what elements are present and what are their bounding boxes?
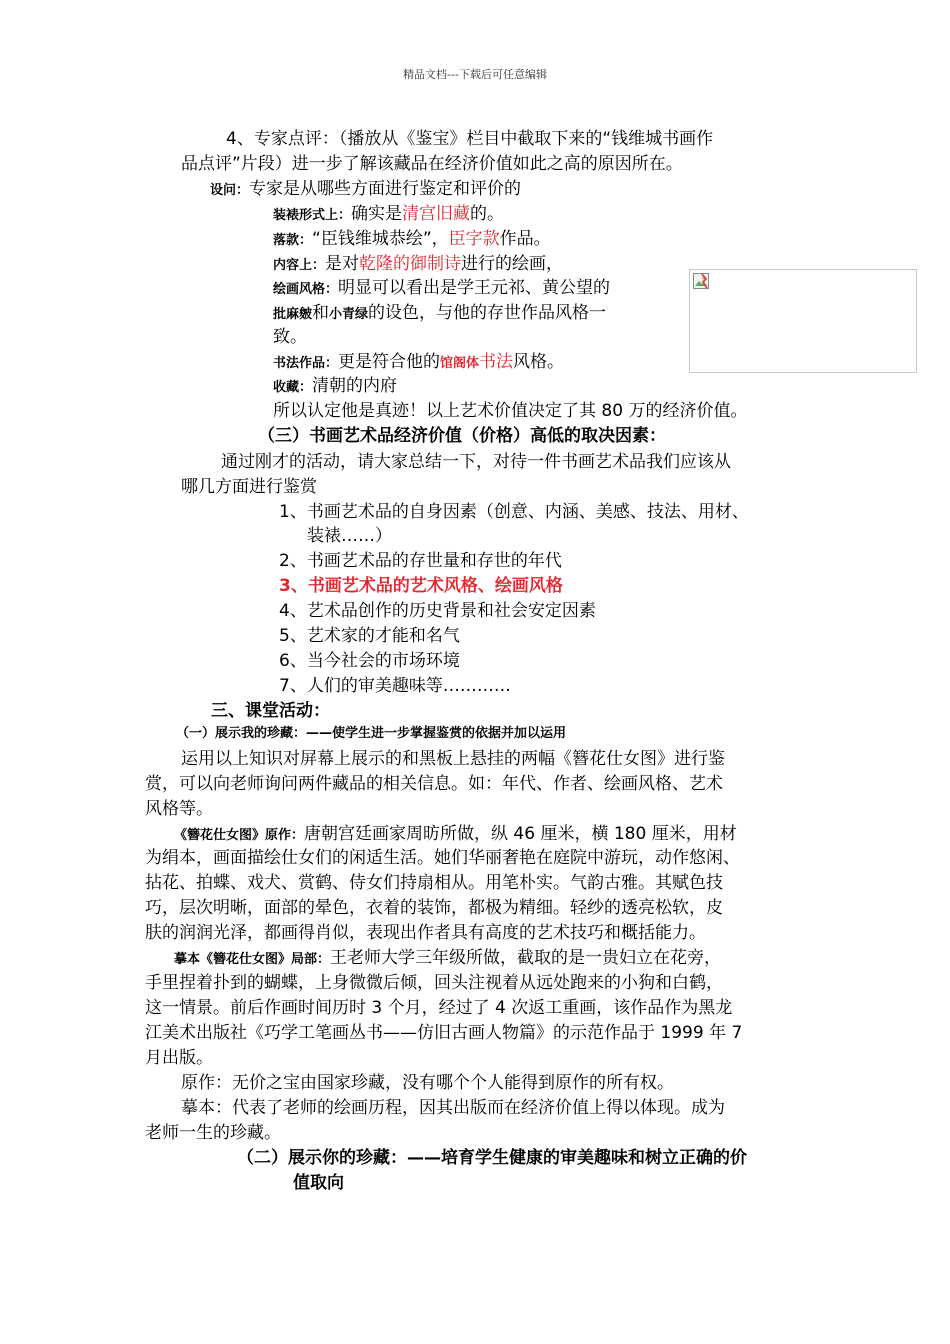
activity-sub-2-line-1: （二）展示你的珍藏：——培育学生健康的审美趣味和树立正确的价 [237, 1148, 747, 1168]
sign-text-end: 作品。 [499, 229, 551, 249]
question-line [210, 177, 521, 203]
broken-image-icon [693, 273, 709, 289]
content-label: 内容上： [273, 258, 326, 273]
factor-item-5: 5、艺术家的才能和名气 [279, 626, 460, 646]
calligraphy-highlight-2: 书法 [479, 352, 514, 372]
expert-line-2: 品点评”片段）进一步了解该藏品在经济价值如此之高的原因所在。 [181, 154, 683, 174]
style-connector: 和 [312, 303, 330, 323]
calligraphy-label: 书法作品： [273, 356, 339, 371]
activity-sub-1: （一）展示我的珍藏：——使学生进一步掌握鉴赏的依据并加以运用 [176, 726, 567, 741]
sign-highlight: 臣字款 [448, 229, 500, 249]
collection-text: 清朝的内府 [312, 376, 398, 396]
sign-text: “臣钱维城恭绘”， [312, 229, 449, 249]
copy-label: 摹本《簪花仕女图》局部： [174, 952, 331, 967]
mount-text-end: 的。 [470, 204, 505, 224]
sign-line [273, 227, 551, 253]
copy-line-5: 月出版。 [145, 1048, 213, 1068]
mount-line [273, 202, 504, 228]
original-line-4: 巧，层次明晰，面部的晕色，衣着的装饰，都极为精细。轻纱的透亮松软，皮 [145, 898, 723, 918]
original-line-2: 为绢本，画面描绘仕女们的闲适生活。她们华丽奢艳在庭院中游玩，动作悠闲、 [145, 848, 740, 868]
style-line-2 [273, 301, 606, 327]
sign-label: 落款： [273, 233, 313, 248]
question-text: 专家是从哪些方面进行鉴定和评价的 [249, 179, 522, 199]
factor-item-1: 1、书画艺术品的自身因素（创意、内涵、美感、技法、用材、 [279, 502, 749, 522]
activity-para-1-line-2: 赏，可以向老师询问两件藏品的相关信息。如：年代、作者、绘画风格、艺术 [145, 774, 723, 794]
collection-label: 收藏： [273, 380, 313, 395]
original-line-5: 肤的润润光泽，都画得肖似，表现出作者具有高度的艺术技巧和概括能力。 [145, 923, 706, 943]
mount-text: 确实是 [351, 204, 403, 224]
factor-item-1-cont: 装裱……） [307, 526, 392, 546]
original-label: 《簪花仕女图》原作： [174, 828, 305, 843]
factor-item-2: 2、书画艺术品的存世量和存世的年代 [279, 551, 562, 571]
original-note: 原作：无价之宝由国家珍藏，没有哪个个人能得到原作的所有权。 [181, 1073, 674, 1093]
activity-sub-2-line-2: 值取向 [293, 1173, 344, 1193]
original-text-1: 唐朝宫廷画家周昉所做，纵 46 厘米，横 180 厘米，用材 [304, 824, 737, 844]
style-label: 绘画风格： [273, 282, 339, 297]
factor-item-6: 6、当今社会的市场环境 [279, 651, 460, 671]
conclusion-line: 所以认定他是真迹！以上艺术价值决定了其 80 万的经济价值。 [273, 401, 748, 421]
content-text: 是对 [325, 254, 360, 274]
style-term-1: 批麻皴 [273, 307, 313, 322]
copy-line-1 [174, 946, 721, 972]
collection-line [273, 374, 397, 400]
calligraphy-text-end: 风格。 [513, 352, 565, 372]
embedded-image-placeholder [689, 269, 917, 373]
factors-intro-2: 哪几方面进行鉴赏 [181, 477, 317, 497]
activity-para-1-line-1: 运用以上知识对屏幕上展示的和黑板上悬挂的两幅《簪花仕女图》进行鉴 [181, 749, 725, 769]
content-line [273, 252, 563, 278]
copy-note-line-2: 老师一生的珍藏。 [145, 1123, 281, 1143]
page-header: 精品文档---下载后可任意编辑 [403, 68, 547, 81]
style-text: 明显可以看出是学王元祁、黄公望的 [338, 278, 611, 298]
copy-text-1: 王老师大学三年级所做，截取的是一贵妇立在花旁， [330, 948, 722, 968]
copy-note-line-1: 摹本：代表了老师的绘画历程，因其出版而在经济价值上得以体现。成为 [181, 1098, 725, 1118]
factors-title: （三）书画艺术品经济价值（价格）高低的取决因素： [258, 426, 666, 446]
content-text-end: 进行的绘画， [461, 254, 564, 274]
factor-item-4: 4、艺术品创作的历史背景和社会安定因素 [279, 601, 596, 621]
style-line-3: 致。 [273, 327, 307, 347]
content-highlight: 乾隆的御制诗 [359, 254, 462, 274]
expert-line-1: 4、专家点评：（播放从《鉴宝》栏目中截取下来的“钱维城书画作 [226, 129, 714, 149]
activity-para-1-line-3: 风格等。 [145, 799, 213, 819]
factor-item-7: 7、人们的审美趣味等………… [279, 676, 511, 696]
original-line-1 [174, 822, 737, 848]
mount-label: 装裱形式上： [273, 208, 352, 223]
question-label: 设问： [210, 183, 250, 198]
style-term-2: 小青绿 [329, 307, 369, 322]
mount-highlight: 清宫旧藏 [402, 204, 471, 224]
style-text-end: 的设色，与他的存世作品风格一 [368, 303, 607, 323]
factors-intro-1: 通过刚才的活动，请大家总结一下，对待一件书画艺术品我们应该从 [221, 452, 731, 472]
calligraphy-highlight-1: 馆阁体 [440, 356, 480, 371]
copy-line-4: 江美术出版社《巧学工笔画丛书——仿旧古画人物篇》的示范作品于 1999 年 7 [145, 1023, 743, 1043]
style-line-1 [273, 276, 610, 302]
calligraphy-text: 更是符合他的 [338, 352, 441, 372]
copy-line-2: 手里捏着扑到的蝴蝶，上身微微后倾，回头注视着从远处跑来的小狗和白鹤， [145, 973, 723, 993]
factor-item-3: 3、书画艺术品的艺术风格、绘画风格 [279, 576, 563, 596]
original-line-3: 拈花、拍蝶、戏犬、赏鹤、侍女们持扇相从。用笔朴实。气韵古雅。其赋色技 [145, 873, 723, 893]
copy-line-3: 这一情景。前后作画时间历时 3 个月，经过了 4 次返工重画，该作品作为黑龙 [145, 998, 733, 1018]
activity-title: 三、课堂活动： [211, 701, 330, 721]
calligraphy-line [273, 350, 564, 376]
